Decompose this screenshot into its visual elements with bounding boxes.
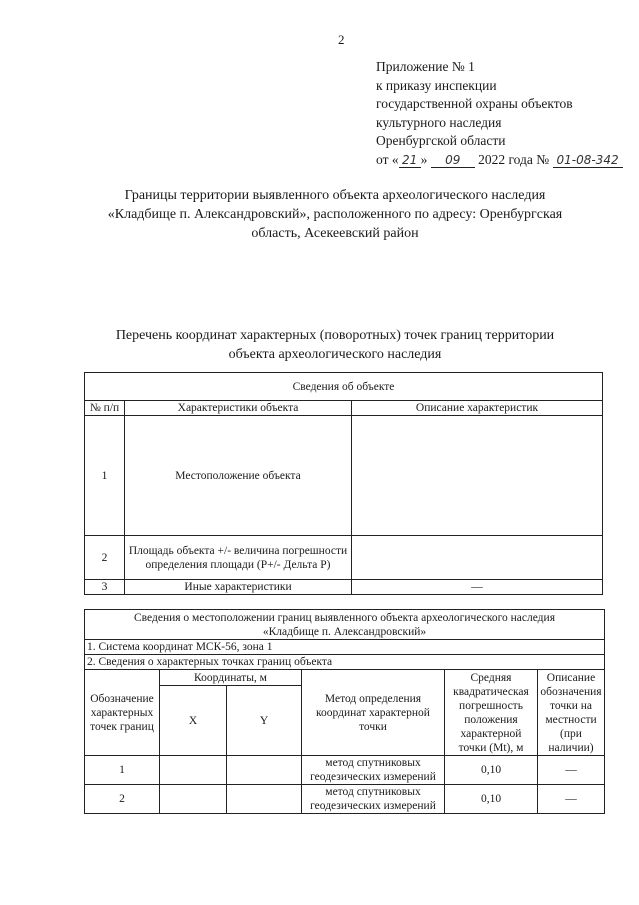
appendix-line-3: государственной охраны объектов: [376, 96, 573, 111]
row-number: 3: [85, 580, 125, 595]
col-number-header: № п/п: [85, 401, 125, 416]
col-x-header: X: [160, 686, 227, 756]
point-error: 0,10: [445, 785, 538, 814]
col-description-header: Описание характеристик: [352, 401, 603, 416]
row-characteristic: Местоположение объекта: [125, 416, 352, 536]
col-coordinates-header: Координаты, м: [160, 670, 302, 686]
point-y: [227, 785, 302, 814]
table-row: [85, 536, 603, 580]
row-characteristic: Площадь объекта +/- величина погрешности определения площади (Р+/- Дельта Р): [125, 536, 352, 580]
col-characteristic-header: Характеристики объекта: [125, 401, 352, 416]
coordinate-system-row: 1. Система координат МСК-56, зона 1: [85, 640, 605, 655]
col-designation-header: Обозначение характерных точек границ: [85, 670, 160, 756]
point-y: [227, 756, 302, 785]
appendix-line-1: Приложение № 1: [376, 59, 475, 74]
boundary-table-header: [85, 610, 605, 640]
col-method-header: Метод определения координат характерной точки: [302, 670, 445, 756]
date-year: 2022 года №: [478, 151, 550, 167]
point-error: 0,10: [445, 756, 538, 785]
col-y-header: Y: [227, 686, 302, 756]
point-method: метод спутниковых геодезических измерений: [302, 785, 445, 814]
boundary-header-line-2: «Кладбище п. Александровский»: [262, 625, 427, 638]
subtitle-line-1: Перечень координат характерных (поворотных) точек границ территории: [115, 328, 555, 343]
object-info-table: [84, 372, 603, 595]
row-number: 1: [85, 416, 125, 536]
table-row: [85, 785, 605, 814]
point-description: —: [538, 785, 605, 814]
object-table-header: Сведения об объекте: [85, 373, 603, 401]
document-title: [70, 186, 600, 243]
point-id: 1: [85, 756, 160, 785]
point-x: [160, 756, 227, 785]
point-description: —: [538, 756, 605, 785]
points-section-row: 2. Сведения о характерных точках границ объекта: [85, 655, 605, 670]
page-number: 2: [338, 32, 345, 47]
order-date-line: [376, 151, 623, 170]
subtitle-line-2: объекта археологического наследия: [228, 347, 442, 362]
row-characteristic: Иные характеристики: [125, 580, 352, 595]
coordinates-heading: [70, 326, 600, 364]
col-error-header: Средняя квадратическая погрешность положения характерной точки (Mt), м: [445, 670, 538, 756]
row-description: [352, 416, 603, 536]
date-prefix: от «: [376, 151, 399, 167]
title-line-2: «Кладбище п. Александровский», расположенного по адресу: Оренбургская: [107, 207, 563, 222]
table-row: [85, 580, 603, 595]
boundary-points-table: [84, 609, 605, 814]
appendix-line-4: культурного наследия: [376, 114, 502, 130]
col-point-description-header: Описание обозначения точки на местности (при наличии): [538, 670, 605, 756]
appendix-line-2: к приказу инспекции: [376, 77, 497, 93]
title-line-1: Границы территории выявленного объекта археологического наследия: [124, 188, 546, 203]
point-method: метод спутниковых геодезических измерений: [302, 756, 445, 785]
date-month: 09: [431, 153, 475, 168]
point-x: [160, 785, 227, 814]
appendix-line-5: Оренбургской области: [376, 133, 506, 148]
boundary-header-line-1: Сведения о местоположении границ выявленного объекта археологического наследия: [134, 611, 555, 624]
row-description: —: [352, 580, 603, 595]
row-number: 2: [85, 536, 125, 580]
title-line-3: область, Асекеевский район: [251, 226, 419, 241]
row-description: [352, 536, 603, 580]
date-day: 21: [399, 153, 421, 168]
date-mid: »: [420, 151, 428, 167]
table-row: [85, 756, 605, 785]
appendix-block: [376, 58, 623, 169]
table-row: [85, 416, 603, 536]
point-id: 2: [85, 785, 160, 814]
order-number: 01-08-342: [553, 153, 623, 168]
